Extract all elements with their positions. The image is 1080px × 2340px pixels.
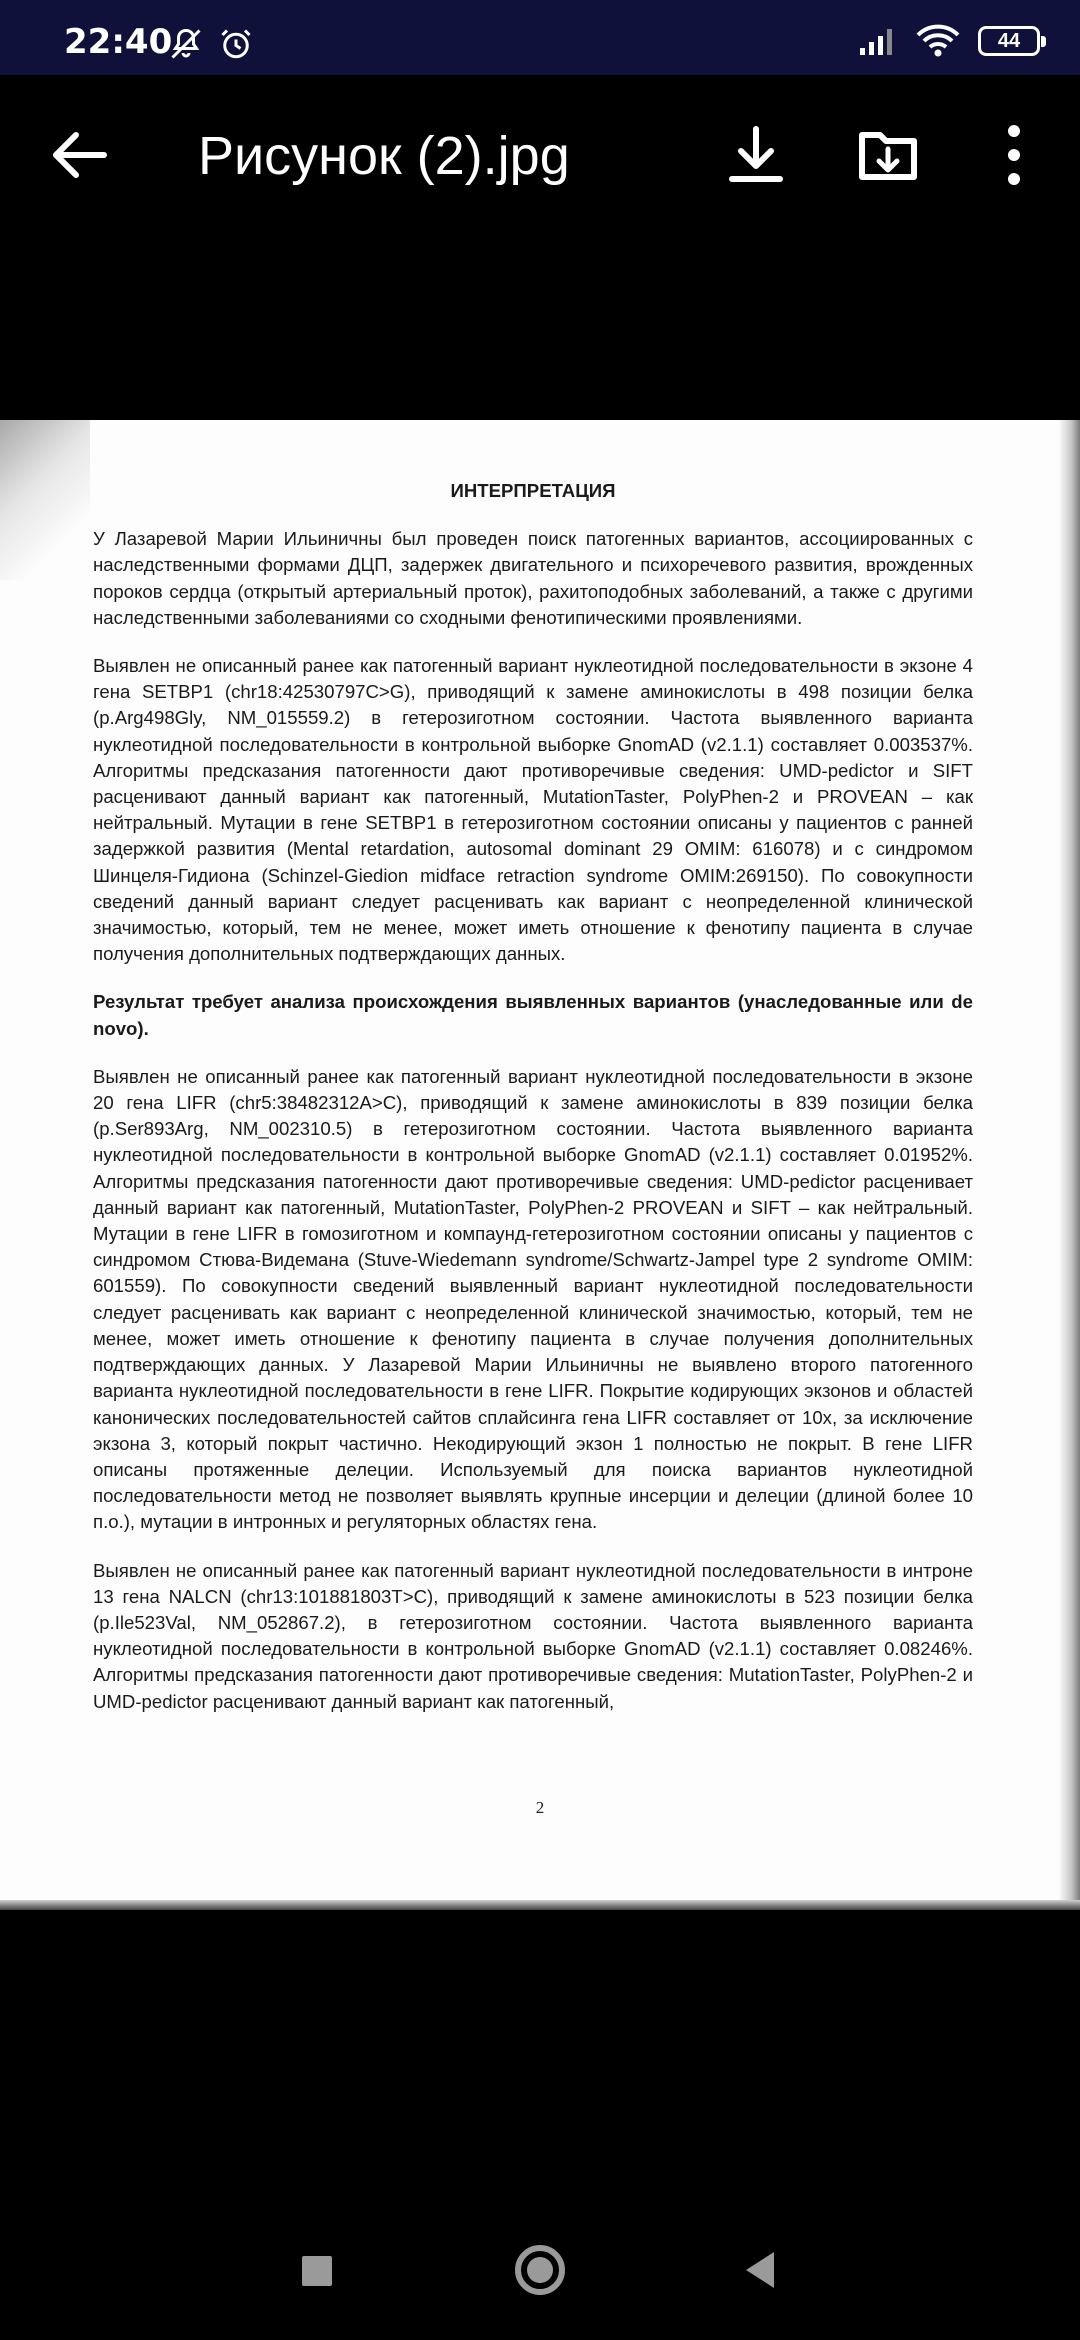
paragraph: У Лазаревой Марии Ильиничны был проведен поиск патогенных вариантов, ассоциированных с наследственными формами ДЦП, задержек двигательного и психоречевого развития, врожденных пороков сердца (открытый артериальный проток), рахитоподобных заболеваний, а также с другими наследственными заболеваниями со сходными фенотипическими проявлениями.	[93, 528, 973, 628]
battery-level: 44	[997, 29, 1021, 52]
status-bar	[0, 0, 1080, 75]
battery-icon	[978, 26, 1040, 56]
mute-icon	[168, 26, 204, 62]
back-triangle-icon	[726, 2234, 798, 2306]
wifi-icon	[916, 24, 960, 58]
document-image[interactable]	[0, 420, 1080, 1910]
more-vert-icon	[974, 115, 1054, 195]
document-heading: ИНТЕРПРЕТАЦИЯ	[450, 480, 616, 501]
navigation-bar	[0, 2200, 1080, 2340]
back-arrow-icon	[40, 115, 120, 195]
app-bar	[0, 75, 1080, 235]
home-button[interactable]	[504, 2234, 576, 2306]
file-title: Рисунок (2).jpg	[198, 126, 570, 186]
recents-button[interactable]	[280, 2234, 352, 2306]
paragraph: Выявлен не описанный ранее как патогенный вариант нуклеотидной последовательности в экзоне 20 гена LIFR (chr5:38482312A>C), приводящий к замене аминокислоты в 839 позиции белка (p.Ser893Arg, NM_002310.5) в гетерозиготном состоянии. Частота выявленного варианта нуклеотидной последовательности в контрольной выборке GnomAD (v2.1.1) составляет 0.01952%. Алгоритмы предсказания патогенности дают противоречивые сведения: UMD-pedictor расценивает данный вариант как патогенный, MutationTaster, PolyPhen-2 PROVEAN и SIFT – как нейтральный. Мутации в гене LIFR в гомозиготном и компаунд-гетерозиготном состоянии описаны у пациентов с синдромом Стюва-Видемана (Stuve-Wiedemann syndrome/Schwartz-Jampel type 2 syndrome OMIM: 601559). По совокупности сведений выявленный вариант нуклеотидной последовательности следует расценивать как вариант с неопределенной клинической значимостью, который, тем не менее, может иметь отношение к фенотипу пациента в случае получения дополнительных подтверждающих данных. У Лазаревой Марии Ильиничны не выявлено второго патогенного варианта нуклеотидной последовательности в гене LIFR. Покрытие кодирующих экзонов и областей канонических последовательностей сайтов сплайсинга гена LIFR составляет от 10х, за исключение экзона 3, который покрыт частично. Некодирующий экзон 1 полностью не покрыт. В гене LIFR описаны протяженные делеции. Используемый для поиска вариантов нуклеотидной последовательности метод не позволяет выявлять крупные инсерции и делеции (длиной более 10 п.о.), мутации в интронных и регуляторных областях гена.	[93, 1065, 973, 1533]
paragraph: Выявлен не описанный ранее как патогенный вариант нуклеотидной последовательности в интроне 13 гена NALCN (chr13:101881803T>C), приводящий к замене аминокислоты в 523 позиции белка (p.Ile523Val, NM_052867.2), в гетерозиготном состоянии. Частота выявленного варианта нуклеотидной последовательности в контрольной выборке GnomAD (v2.1.1) составляет 0.08246%. Алгоритмы предсказания патогенности дают противоречивые сведения: MutationTaster, PolyPhen-2 и UMD-pedictor расценивают данный вариант как патогенный,	[93, 1559, 973, 1712]
status-icons-left	[168, 26, 254, 62]
download-button[interactable]	[716, 115, 796, 195]
document-text	[93, 478, 973, 1737]
signal-icon	[858, 26, 898, 56]
page-edge	[1058, 420, 1080, 1910]
status-time: 22:40	[64, 22, 173, 62]
status-icons-right	[858, 24, 1040, 58]
page-shadow	[0, 420, 90, 580]
back-nav-button[interactable]	[726, 2234, 798, 2306]
paragraph-bold: Результат требует анализа происхождения выявленных вариантов (унаследованные или de novo).	[93, 991, 973, 1039]
download-icon	[716, 115, 796, 195]
paragraph: Выявлен не описанный ранее как патогенный вариант нуклеотидной последовательности в экзоне 4 гена SETBP1 (chr18:42530797C>G), приводящий к замене аминокислоты в 498 позиции белка (p.Arg498Gly, NM_015559.2) в гетерозиготном состоянии. Частота выявленного варианта нуклеотидной последовательности в контрольной выборке GnomAD (v2.1.1) составляет 0.003537%. Алгоритмы предсказания патогенности дают противоречивые сведения: UMD-pedictor и SIFT расценивают данный вариант как патогенный, MutationTaster, PolyPhen-2 и PROVEAN – как нейтральный. Мутации в гене SETBP1 в гетерозиготном состоянии описаны у пациентов с ранней задержкой развития (Mental retardation, autosomal dominant 29 OMIM: 616078) и с синдромом Шинцеля-Гидиона (Schinzel-Giedion midface retraction syndrome OMIM:269150). По совокупности сведений данный вариант следует расценивать как вариант с неопределенной клинической значимостью, который, тем не менее, может иметь отношение к фенотипу пациента в случае получения дополнительных подтверждающих данных.	[93, 655, 973, 965]
save-to-folder-button[interactable]	[848, 115, 928, 195]
recents-square-icon	[280, 2234, 352, 2306]
page-number: 2	[535, 1798, 545, 1817]
page-bottom-edge	[0, 1900, 1080, 1910]
back-button[interactable]	[40, 115, 120, 195]
home-circle-icon	[504, 2234, 576, 2306]
alarm-icon	[218, 26, 254, 62]
save-to-folder-icon	[848, 115, 928, 195]
more-options-button[interactable]	[974, 115, 1054, 195]
